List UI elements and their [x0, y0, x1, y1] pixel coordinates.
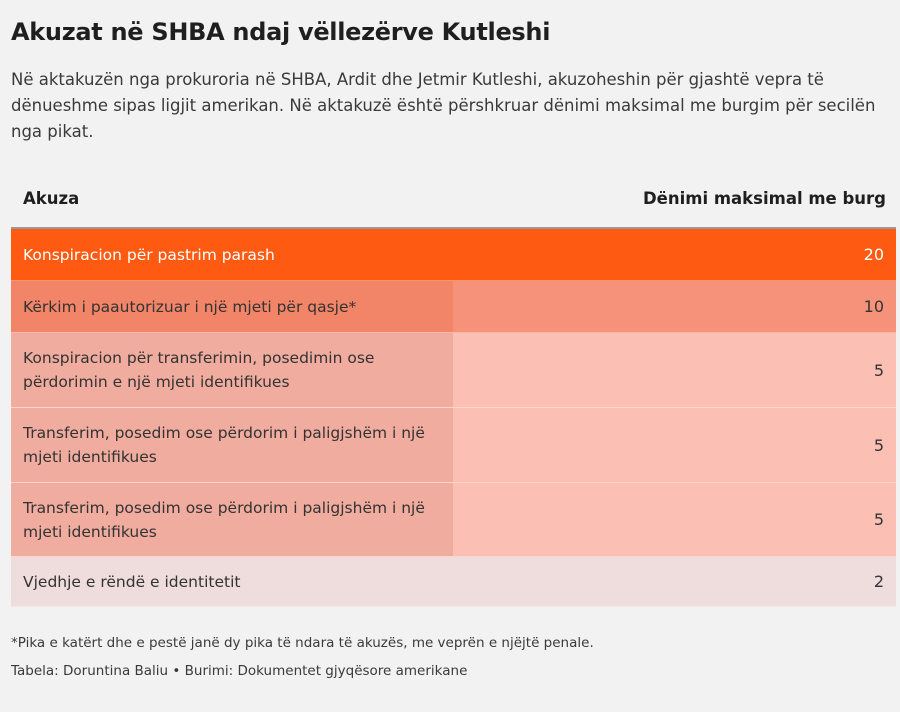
sentence-cell: 5	[873, 510, 884, 529]
footnote: *Pika e katërt dhe e pestë janë dy pika të ndara të akuzës, me veprën e njëjtë penale.	[11, 635, 594, 651]
sentence-cell: 20	[863, 245, 884, 264]
sentence-table	[11, 175, 896, 607]
charge-cell: Transferim, posedim ose përdorim i paligjshëm i një mjeti identifikues	[23, 498, 425, 541]
charge-cell: Konspiracion për pastrim parash	[23, 245, 275, 264]
column-header-charge: Akuza	[23, 189, 80, 208]
table-row	[11, 229, 896, 281]
sentence-cell: 5	[873, 360, 884, 380]
charge-cell: Kërkim i paautorizuar i një mjeti për qasje*	[23, 297, 357, 316]
table-row	[11, 408, 896, 483]
sentence-cell: 5	[873, 435, 884, 455]
table-row	[11, 483, 896, 557]
table-row	[11, 557, 896, 607]
table-row	[11, 333, 896, 408]
charge-cell: Konspiracion për transferimin, posedimin ose përdorimin e një mjeti identifikues	[23, 349, 375, 391]
sentence-cell: 10	[863, 297, 884, 316]
charge-cell: Vjedhje e rëndë e identitetit	[23, 572, 241, 591]
sentence-cell: 2	[873, 572, 884, 591]
chart-title: Akuzat në SHBA ndaj vëllezërve Kutleshi	[11, 18, 551, 46]
table-row	[11, 281, 896, 333]
source-line: Tabela: Doruntina Baliu • Burimi: Dokumentet gjyqësore amerikane	[11, 663, 468, 679]
table-header	[11, 175, 896, 229]
chart-subtitle: Në aktakuzën nga prokuroria në SHBA, Ardit dhe Jetmir Kutleshi, akuzoheshin për gjashtë vepra të dënueshme sipas ligjit amerikan. Në aktakuzë është përshkruar dënimi maksimal me burgim për secilën nga pikat.	[11, 70, 876, 141]
column-header-max-sentence: Dënimi maksimal me burg	[642, 189, 886, 208]
charge-cell: Transferim, posedim ose përdorim i paligjshëm i një mjeti identifikues	[23, 424, 425, 466]
